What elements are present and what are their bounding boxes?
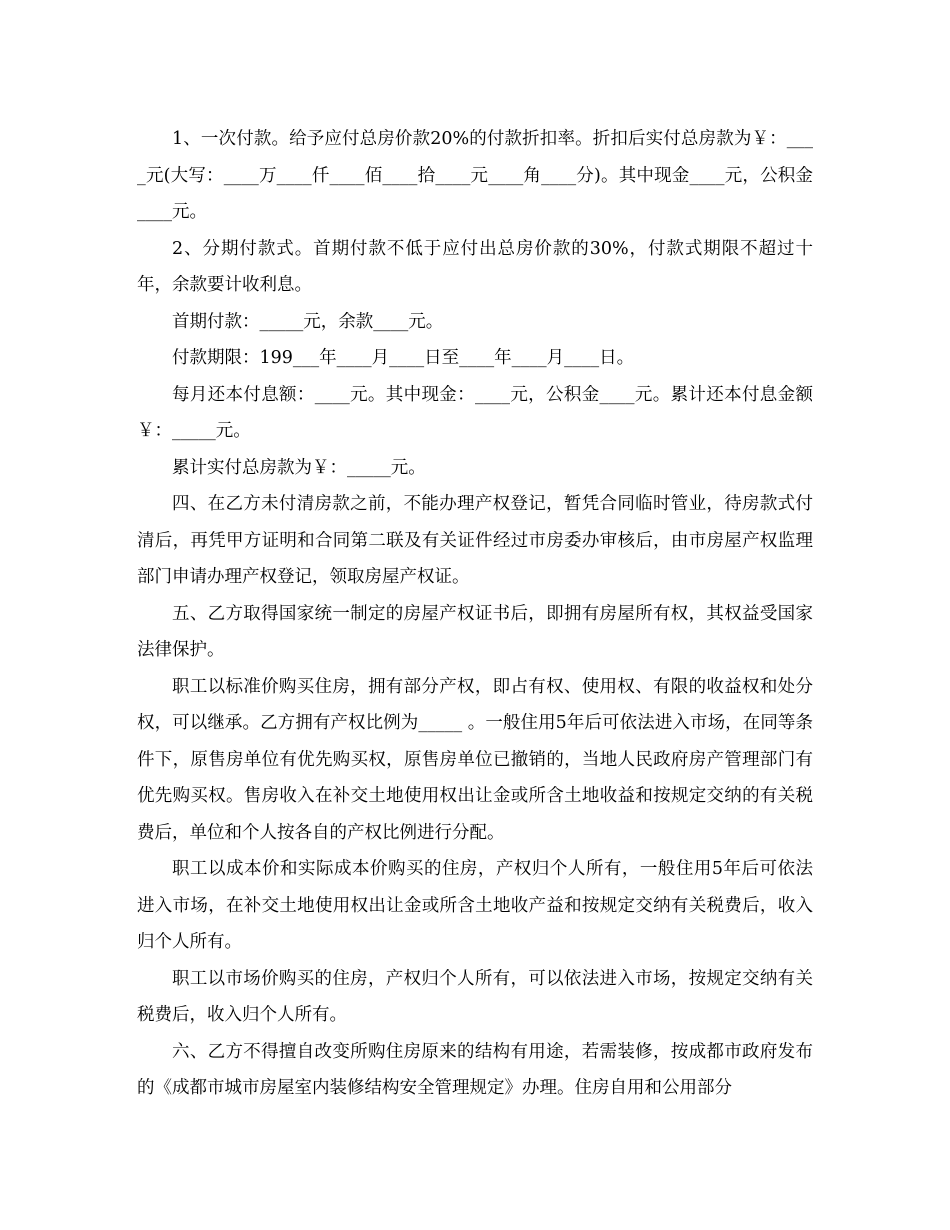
paragraph-total-paid: 累计实付总房款为￥：_____元。 bbox=[172, 457, 426, 478]
paragraph-one-time-payment: 1、一次付款。给予应付总房价款20%的付款折扣率。折扣后实付总房款为￥：____元(大写：____万____仟____佰____拾____元____角____分)。其中现金____元，公积金____元。 bbox=[137, 129, 813, 222]
document-page bbox=[137, 121, 813, 1107]
paragraph-section-four: 四、在乙方未付清房款之前，不能办理产权登记，暂凭合同临时管业，待房款式付清后，再凭甲方证明和合同第二联及有关证件经过市房委办审核后，由市房屋产权监理部门申请办理产权登记，领取房屋产权证。 bbox=[137, 494, 813, 587]
paragraph-cost-price: 职工以成本价和实际成本价购买的住房，产权归个人所有，一般住用5年后可依法进入市场，在补交土地使用权出让金或所含土地收产益和按规定交纳有关税费后，收入归个人所有。 bbox=[137, 859, 813, 952]
paragraph-payment-period: 付款期限：199___年____月____日至____年____月____日。 bbox=[172, 348, 635, 368]
paragraph-installment-payment: 2、分期付款式。首期付款不低于应付出总房价款的30%，付款式期限不超过十年，余款要计收利息。 bbox=[137, 238, 813, 295]
paragraph-section-five: 五、乙方取得国家统一制定的房屋产权证书后，即拥有房屋所有权，其权益受国家法律保护。 bbox=[137, 603, 813, 660]
paragraph-monthly-repayment: 每月还本付息额：____元。其中现金：____元，公积金____元。累计还本付息金额￥：_____元。 bbox=[137, 384, 813, 441]
paragraph-market-price: 职工以市场价购买的住房，产权归个人所有，可以依法进入市场，按规定交纳有关税费后，收入归个人所有。 bbox=[137, 968, 813, 1025]
paragraph-standard-price: 职工以标准价购买住房，拥有部分产权，即占有权、使用权、有限的收益权和处分权，可以继承。乙方拥有产权比例为_____ 。一般住用5年后可依法进入市场，在同等条件下，原售房单位有优先购买权，原售房单位已撤销的，当地人民政府房产管理部门有优先购买权。售房收入在补交土地使用权出让金或所含土地收益和按规定交纳的有关税费后，单位和个人按各自的产权比例进行分配。 bbox=[137, 676, 813, 843]
paragraph-down-payment: 首期付款：_____元，余款____元。 bbox=[172, 311, 444, 332]
paragraph-section-six: 六、乙方不得擅自改变所购住房原来的结构有用途，若需装修，按成都市政府发布的《成都市城市房屋室内装修结构安全管理规定》办理。住房自用和公用部分 bbox=[137, 1041, 813, 1098]
